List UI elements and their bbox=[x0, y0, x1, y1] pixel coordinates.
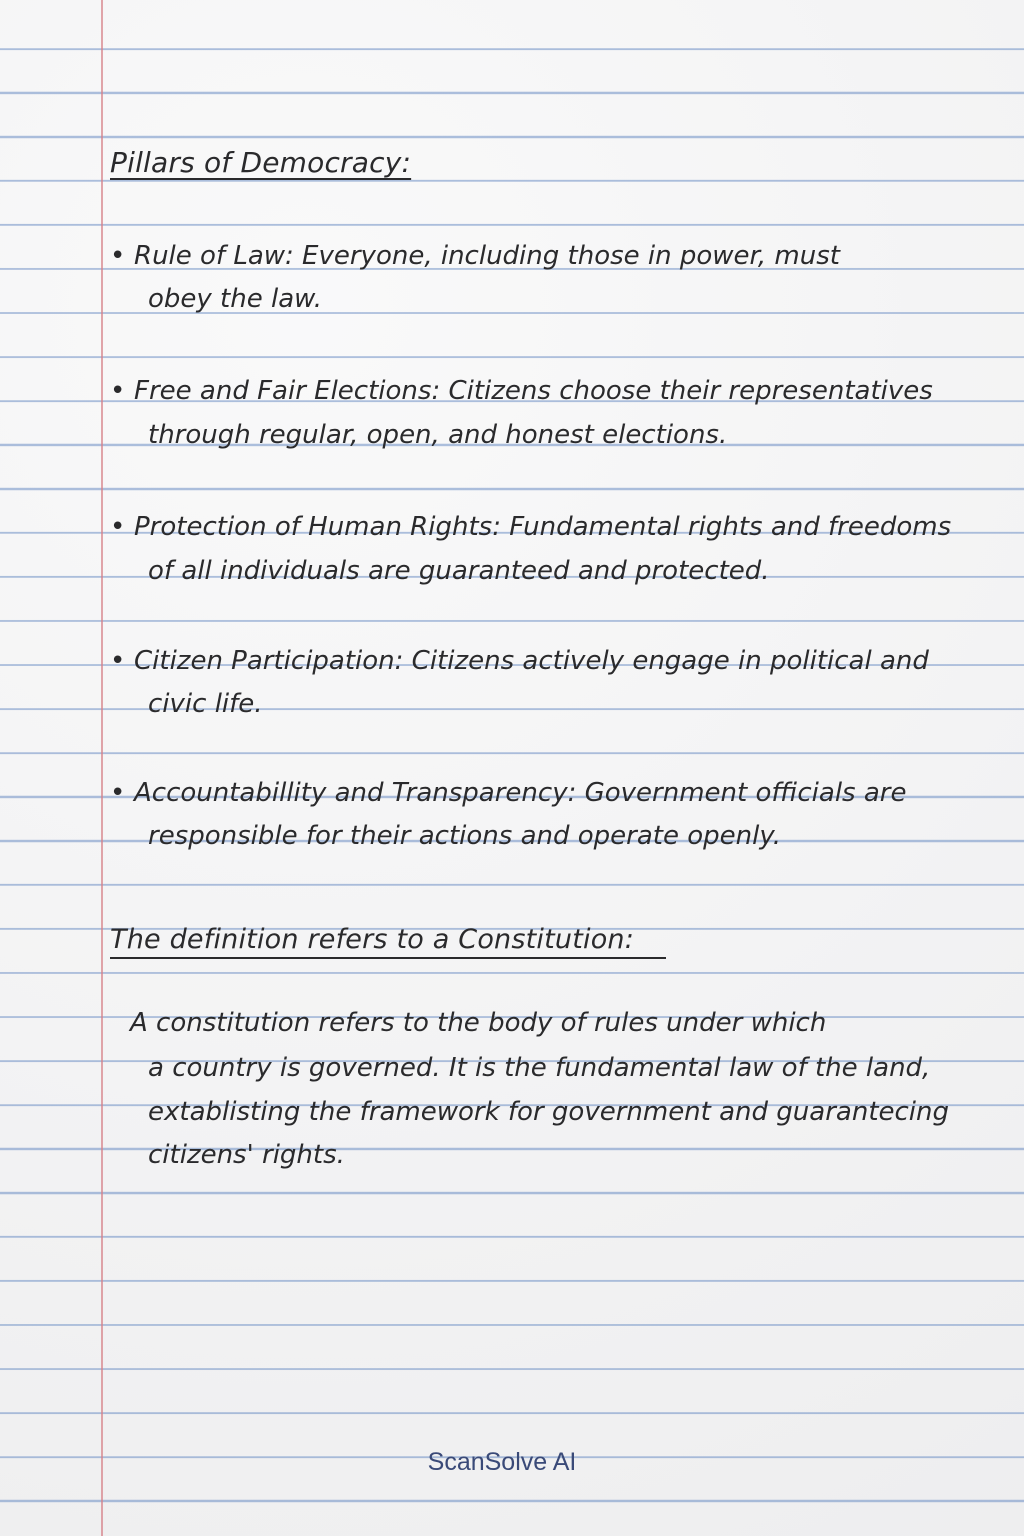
bullet-icon: • bbox=[110, 512, 126, 542]
pillar-item bbox=[110, 778, 1010, 808]
pillar-line: of all individuals are guaranteed and protected. bbox=[148, 556, 770, 586]
heading-underline bbox=[110, 957, 666, 959]
margin-line bbox=[101, 0, 103, 1536]
pillar-item bbox=[110, 376, 1010, 406]
definition-line: citizens' rights. bbox=[148, 1140, 345, 1170]
definition-line: A constitution refers to the body of rules under which bbox=[130, 1008, 827, 1038]
pillar-line: responsible for their actions and operate openly. bbox=[148, 821, 781, 851]
bullet-icon: • bbox=[110, 778, 126, 808]
pillar-item bbox=[110, 646, 1010, 676]
definition-line: a country is governed. It is the fundamental law of the land, bbox=[148, 1053, 931, 1083]
pillar-line: Protection of Human Rights: Fundamental rights and freedoms bbox=[134, 512, 952, 542]
watermark: ScanSolve AI bbox=[427, 1448, 577, 1476]
bullet-icon: • bbox=[110, 646, 126, 676]
page-title: Pillars of Democracy: bbox=[110, 146, 412, 179]
pillar-line: Rule of Law: Everyone, including those in power, must bbox=[134, 241, 840, 271]
definition-line: extablisting the framework for government and guarantecing bbox=[148, 1097, 950, 1127]
pillar-line: Accountabillity and Transparency: Government officials are bbox=[134, 778, 907, 808]
bullet-icon: • bbox=[110, 241, 126, 271]
pillar-line: through regular, open, and honest elections. bbox=[148, 420, 728, 450]
pillar-item bbox=[110, 512, 1010, 542]
section-heading: The definition refers to a Constitution: bbox=[110, 924, 635, 955]
pillar-line: obey the law. bbox=[148, 284, 323, 314]
pillar-line: Citizen Participation: Citizens actively engage in political and bbox=[134, 646, 929, 676]
pillar-item bbox=[110, 241, 1010, 271]
bullet-icon: • bbox=[110, 376, 126, 406]
pillar-line: Free and Fair Elections: Citizens choose their representatives bbox=[134, 376, 933, 406]
pillar-line: civic life. bbox=[148, 689, 263, 719]
